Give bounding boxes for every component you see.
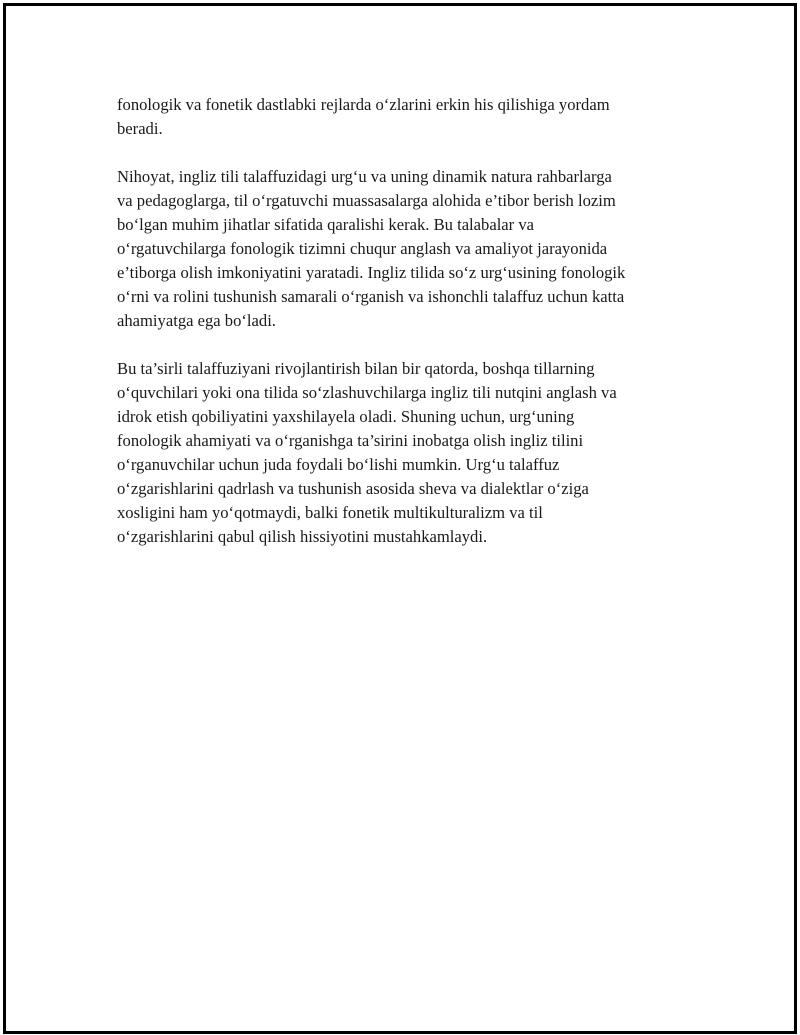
text-line: xosligini ham yo‘qotmaydi, balki fonetik multikulturalizm va til <box>117 503 543 522</box>
paragraph-3 <box>117 357 697 549</box>
text-line: e’tiborga olish imkoniyatini yaratadi. Ingliz tilida so‘z urg‘usining fonologik <box>117 263 626 282</box>
text-line: beradi. <box>117 119 163 138</box>
text-line: o‘rni va rolini tushunish samarali o‘rganish va ishonchli talaffuz uchun katta <box>117 287 625 306</box>
text-line: o‘rgatuvchilarga fonologik tizimni chuqur anglash va amaliyot jarayonida <box>117 239 608 258</box>
text-line: fonologik va fonetik dastlabki rejlarda o‘zlarini erkin his qilishiga yordam <box>117 95 610 114</box>
paragraph-2 <box>117 165 697 333</box>
text-line: fonologik ahamiyati va o‘rganishga ta’sirini inobatga olish ingliz tilini <box>117 431 584 450</box>
text-line: idrok etish qobiliyatini yaxshilayela oladi. Shuning uchun, urg‘uning <box>117 407 575 426</box>
text-line: o‘zgarishlarini qabul qilish hissiyotini mustahkamlaydi. <box>117 527 488 546</box>
text-line: Nihoyat, ingliz tili talaffuzidagi urg‘u va uning dinamik natura rahbarlarga <box>117 167 612 186</box>
paragraph-1 <box>117 93 697 141</box>
text-line: va pedagoglarga, til o‘rgatuvchi muassasalarga alohida e’tibor berish lozim <box>117 191 616 210</box>
text-line: o‘quvchilari yoki ona tilida so‘zlashuvchilarga ingliz tili nutqini anglash va <box>117 383 617 402</box>
text-line: o‘rganuvchilar uchun juda foydali bo‘lishi mumkin. Urg‘u talaffuz <box>117 455 560 474</box>
document-body <box>117 93 697 573</box>
text-line: ahamiyatga ega bo‘ladi. <box>117 311 276 330</box>
text-line: o‘zgarishlarini qadrlash va tushunish asosida sheva va dialektlar o‘ziga <box>117 479 589 498</box>
text-line: bo‘lgan muhim jihatlar sifatida qaralishi kerak. Bu talabalar va <box>117 215 535 234</box>
text-line: Bu ta’sirli talaffuziyani rivojlantirish bilan bir qatorda, boshqa tillarning <box>117 359 595 378</box>
